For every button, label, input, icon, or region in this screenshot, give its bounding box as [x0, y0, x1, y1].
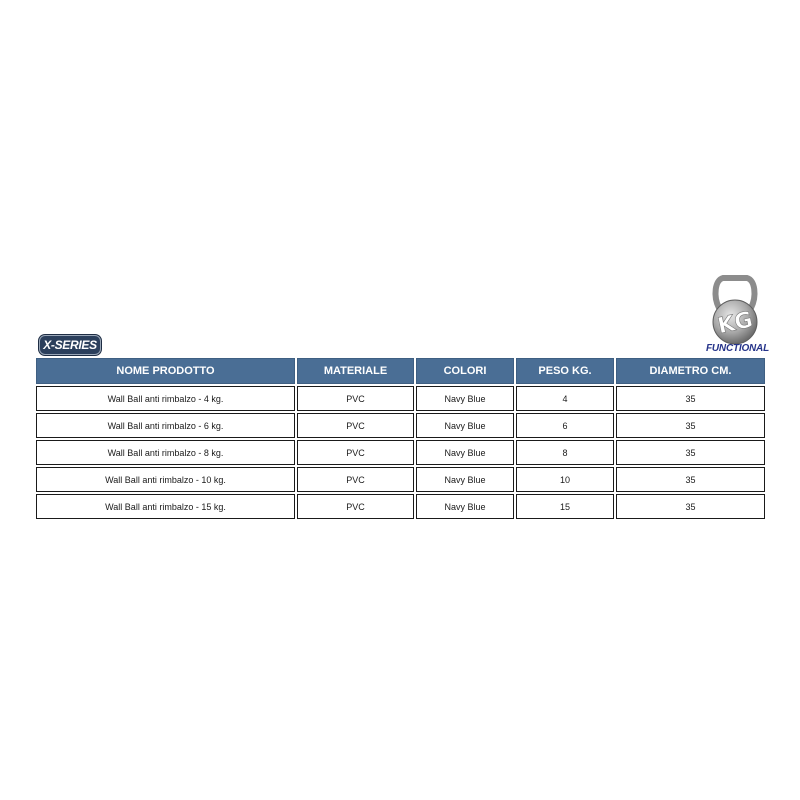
- material-cell: PVC: [297, 467, 414, 492]
- x-series-badge: X-SERIES: [39, 335, 101, 355]
- table-header-row: [36, 358, 765, 384]
- color-cell: Navy Blue: [416, 413, 514, 438]
- product-name-cell: Wall Ball anti rimbalzo - 15 kg.: [36, 494, 295, 519]
- header-materiale: MATERIALE: [297, 358, 414, 384]
- product-name-cell: Wall Ball anti rimbalzo - 6 kg.: [36, 413, 295, 438]
- weight-cell: 4: [516, 386, 614, 411]
- header-nome-prodotto: NOME PRODOTTO: [36, 358, 295, 384]
- logo-caption: FUNCTIONAL: [706, 343, 769, 354]
- product-spec-table: [34, 356, 767, 521]
- diameter-cell: 35: [616, 386, 765, 411]
- table-row: [36, 386, 765, 411]
- weight-cell: 15: [516, 494, 614, 519]
- color-cell: Navy Blue: [416, 494, 514, 519]
- diameter-cell: 35: [616, 440, 765, 465]
- material-cell: PVC: [297, 386, 414, 411]
- product-name-cell: Wall Ball anti rimbalzo - 10 kg.: [36, 467, 295, 492]
- diameter-cell: 35: [616, 494, 765, 519]
- material-cell: PVC: [297, 494, 414, 519]
- material-cell: PVC: [297, 440, 414, 465]
- color-cell: Navy Blue: [416, 386, 514, 411]
- product-name-cell: Wall Ball anti rimbalzo - 8 kg.: [36, 440, 295, 465]
- product-name-cell: Wall Ball anti rimbalzo - 4 kg.: [36, 386, 295, 411]
- weight-cell: 10: [516, 467, 614, 492]
- diameter-cell: 35: [616, 467, 765, 492]
- diameter-cell: 35: [616, 413, 765, 438]
- header-peso: PESO KG.: [516, 358, 614, 384]
- header-diametro: DIAMETRO CM.: [616, 358, 765, 384]
- table-row: [36, 467, 765, 492]
- weight-cell: 8: [516, 440, 614, 465]
- color-cell: Navy Blue: [416, 467, 514, 492]
- header-colori: COLORI: [416, 358, 514, 384]
- color-cell: Navy Blue: [416, 440, 514, 465]
- table-row: [36, 494, 765, 519]
- logo-letters: KG: [715, 307, 756, 340]
- table-row: [36, 413, 765, 438]
- material-cell: PVC: [297, 413, 414, 438]
- weight-cell: 6: [516, 413, 614, 438]
- table-row: [36, 440, 765, 465]
